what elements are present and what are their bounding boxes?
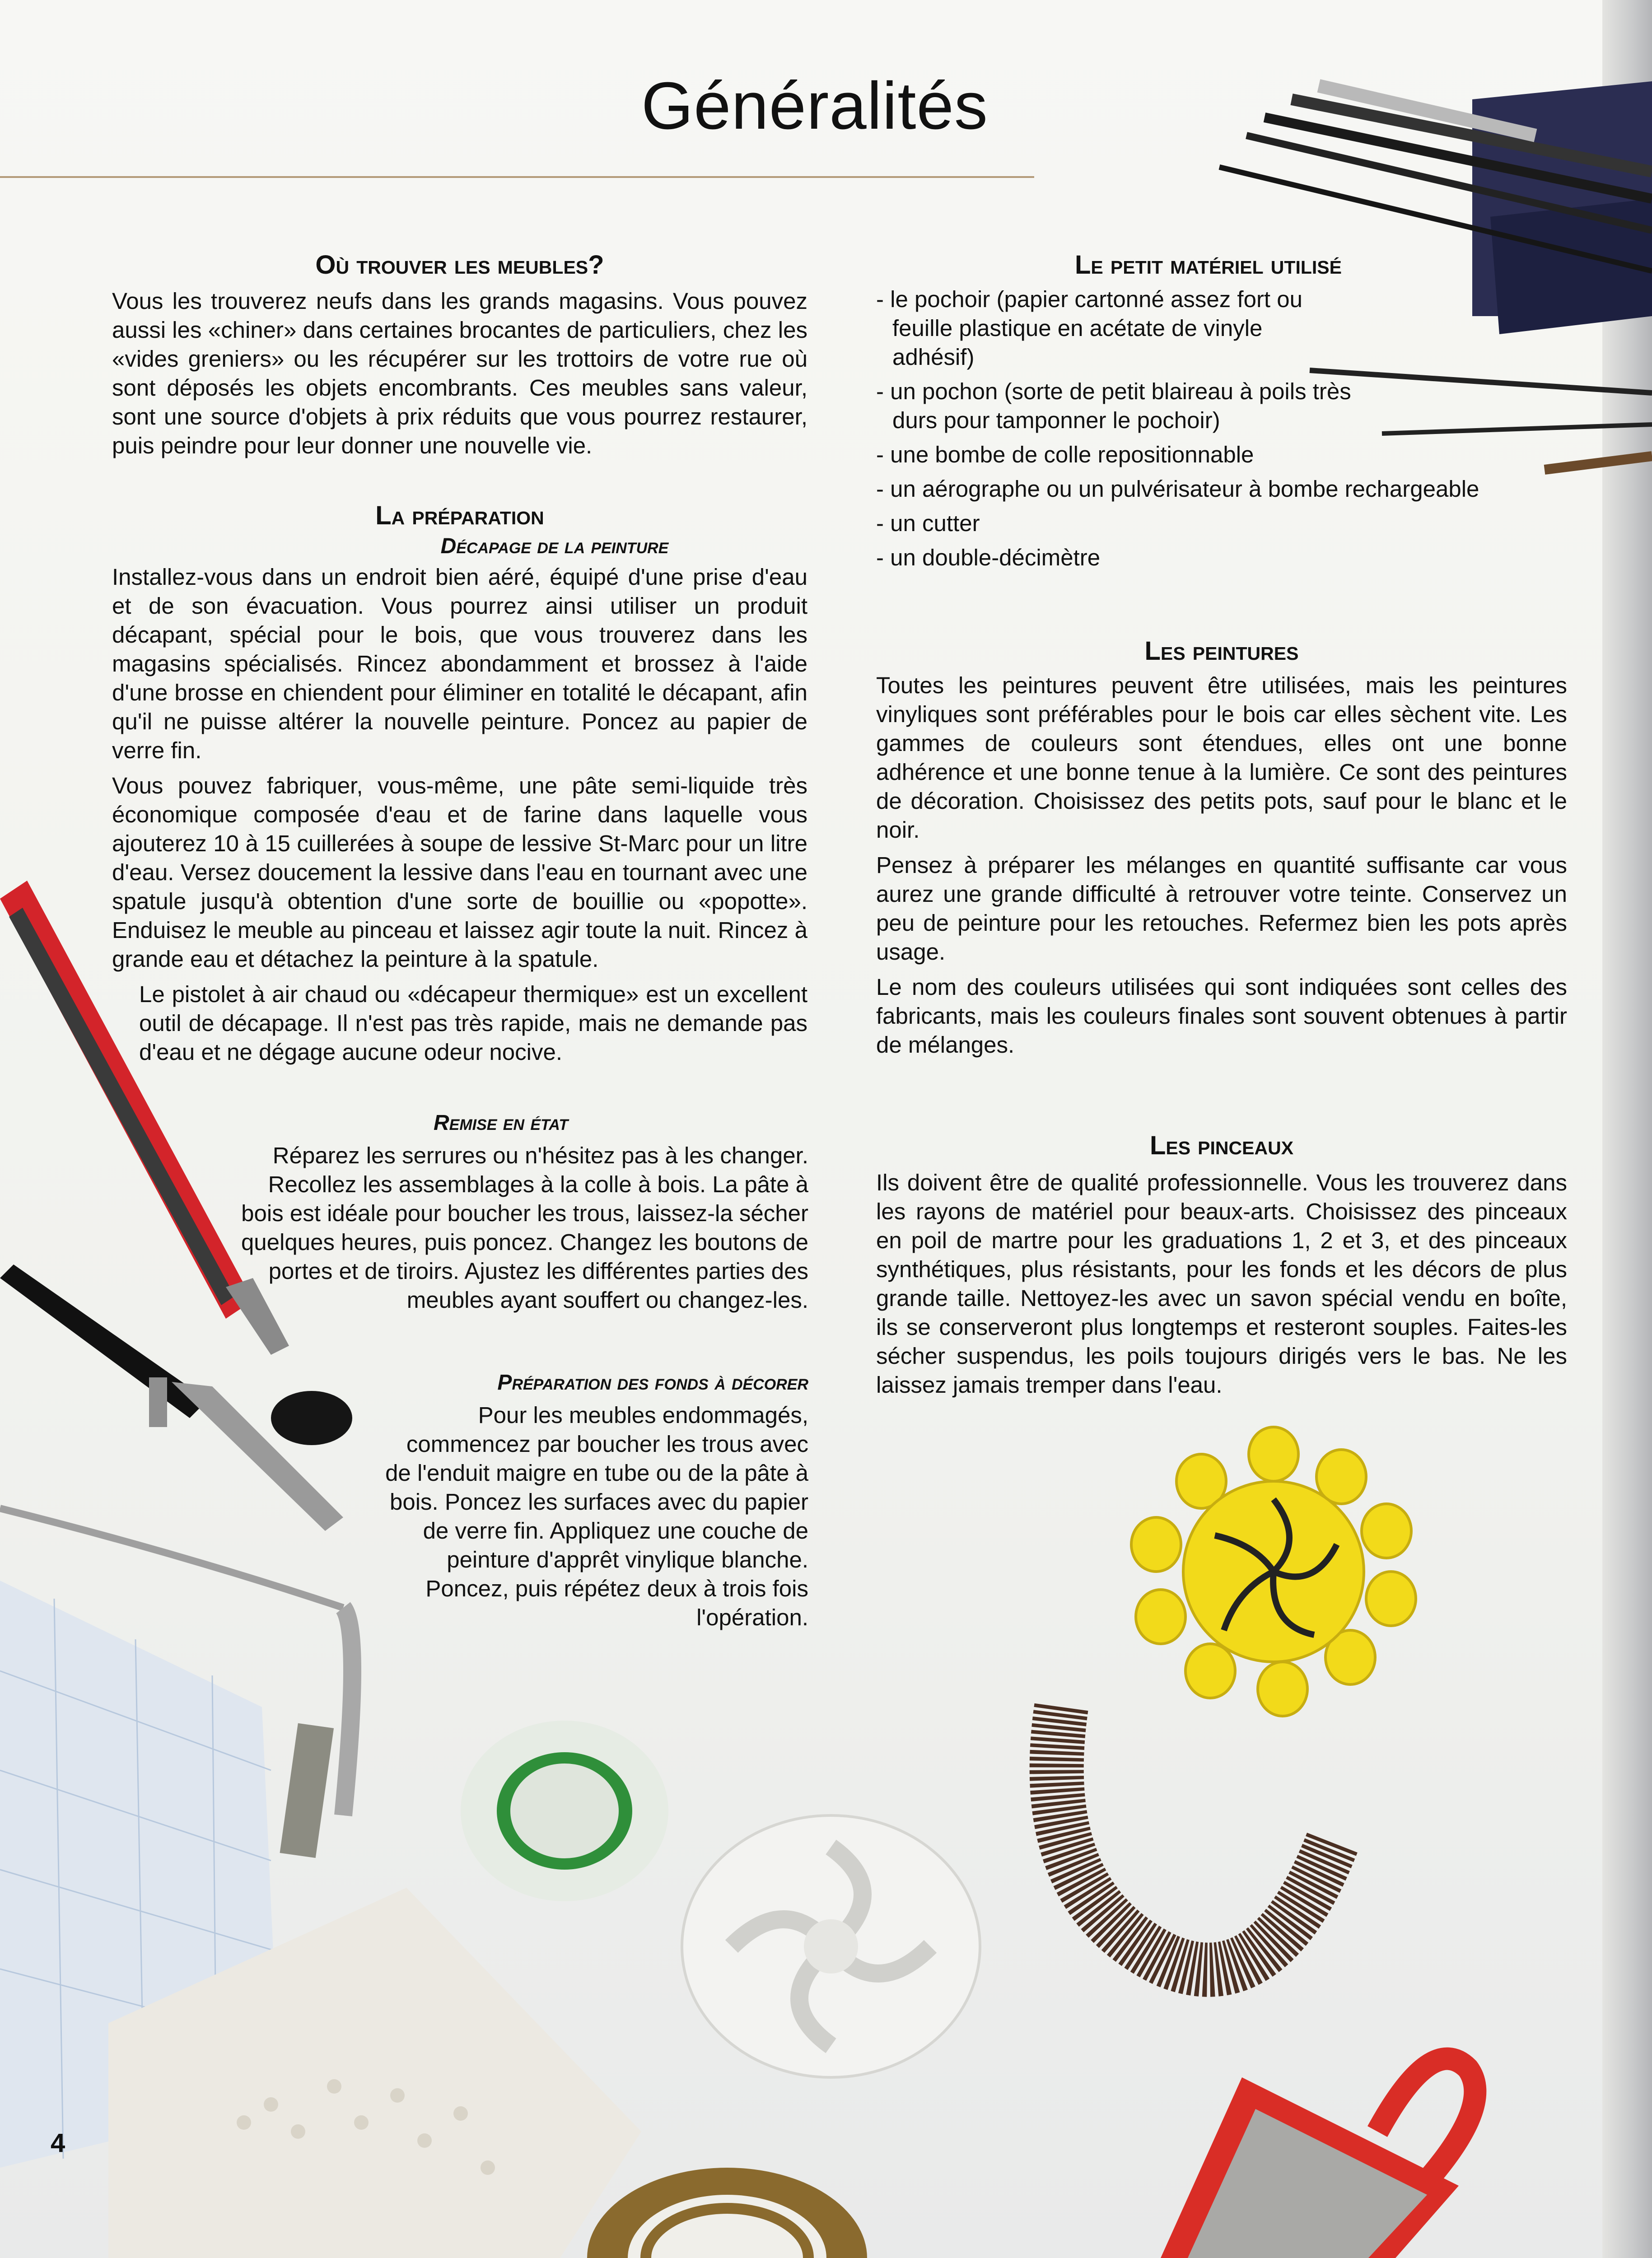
section-heading: Les peintures <box>1144 636 1299 666</box>
section-preparation <box>112 501 807 1067</box>
page-title: Généralités <box>641 69 988 143</box>
subsection-heading: Remise en état <box>434 1111 569 1135</box>
section-paragraph: Réparez les serrures ou n'hésitez pas à les changer. Recollez les assemblages à la colle à bois. La pâte à bois est idéale pour boucher les trous, laissez-la sécher quelques heures, puis poncez. Changez les boutons de portes et de tiroirs. Ajustez les différentes parties des meubles ayant souffert ou changez-les. <box>241 1143 808 1313</box>
stencil-brush-image <box>1016 1707 1368 2005</box>
materials-list-item: - un cutter <box>876 510 980 536</box>
section-paragraph: Le pistolet à air chaud ou «décapeur thermique» est un excellent outil de décapage. Il n'est pas très rapide, mais ne demande pas d'eau et ne dégage aucune odeur nocive. <box>139 981 807 1065</box>
section-heading: Les pinceaux <box>1149 1131 1294 1160</box>
materials-list-item: - un aérographe ou un pulvérisateur à bombe rechargeable <box>876 476 1479 502</box>
materials-list-item: - un double-décimètre <box>876 545 1101 570</box>
section-brushes <box>876 1131 1567 1400</box>
subsection-background-prep <box>379 1368 808 1632</box>
title-rule <box>0 176 1034 178</box>
section-where-to-find <box>112 251 807 460</box>
section-heading: La préparation <box>375 501 544 530</box>
white-stencil-disc-image <box>677 1811 985 2082</box>
section-heading: Où trouver les meubles? <box>315 250 604 280</box>
materials-list-item: - une bombe de colle repositionnable <box>876 442 1254 467</box>
section-small-materials <box>876 251 1554 572</box>
subsection-heading: Préparation des fonds à décorer <box>497 1371 808 1395</box>
section-paragraph: Toutes les peintures peuvent être utilisées, mais les peintures vinyliques sont préférables pour le bois car elles sèchent vite. Les gammes de couleurs sont étendues, elles ont une bonne adhérence et une bonne tenue à la lumière. Ce sont des peintures de décoration. Choisissez des petits pots, sauf pour le blanc et le noir. <box>876 672 1567 843</box>
section-paints <box>876 637 1567 1059</box>
section-paragraph: Vous les trouverez neufs dans les grands magasins. Vous pouvez aussi les «chiner» dans certaines brocantes de particuliers, chez les «vides greniers» ou les récupérer sur les trottoirs de votre rue où sont déposés les objets encombrants. Ces meubles sans valeur, sont une source d'objets à prix réduits que vous pourrez restaurer, puis peindre pour leur donner une nouvelle vie. <box>112 288 807 458</box>
section-heading: Le petit matériel utilisé <box>1075 250 1342 280</box>
adhesive-tape-image <box>456 1716 673 1906</box>
section-paragraph: Ils doivent être de qualité professionnelle. Vous les trouverez dans les rayons de matériel pour beaux-arts. Choisissez des pinceaux en poil de martre pour les graduations 1, 2 et 3, et des pinceaux synthétiques, plus résistants, pour les fonds et les décors de plus grande taille. Nettoyez-les avec un savon spécial vendu en boîte, ils se conserveront plus longtemps et resteront souples. Faites-les sécher suspendus, les poils toujours dirigés vers le bas. Ne les laissez jamais tremper dans l'eau. <box>876 1170 1567 1398</box>
section-paragraph: Vous pouvez fabriquer, vous-même, une pâte semi-liquide très économique composée d'eau et de farine dans laquelle vous ajouterez 10 à 15 cuillerées à soupe de lessive St-Marc pour un litre d'eau. Versez doucement la lessive dans l'eau en tournant avec une spatule jusqu'à obtention d'une sorte de bouillie ou «popotte». Enduisez le meuble au pinceau et laissez agir toute la nuit. Rincez à grande eau et détachez la peinture à la spatule. <box>112 773 807 972</box>
brass-ornament-image <box>583 2141 872 2258</box>
lace-doily-image <box>108 1852 650 2258</box>
section-paragraph: Le nom des couleurs utilisées qui sont indiquées sont celles des fabricants, mais les couleurs finales sont souvent obtenues à partir de mélanges. <box>876 974 1567 1058</box>
materials-list-item: - le pochoir (papier cartonné assez fort ou feuille plastique en acétate de vinyle adhésif) <box>876 286 1302 370</box>
subsection-heading: Décapage de la peinture <box>440 534 669 558</box>
page-number: 4 <box>51 2128 65 2158</box>
section-paragraph: Pour les meubles endommagés, commencez par boucher les trous avec de l'enduit maigre en tube ou de la pâte à bois. Poncez les surfaces avec du papier de verre fin. Appliquez une couche de peinture d'apprêt vinylique blanche. Poncez, puis répétez deux à trois fois l'opération. <box>385 1402 808 1630</box>
subsection-repair <box>226 1109 808 1315</box>
red-scraper-tray-image <box>1052 1996 1504 2258</box>
materials-list-item: - un pochon (sorte de petit blaireau à poils très durs pour tamponner le pochoir) <box>876 378 1351 433</box>
section-paragraph: Installez-vous dans un endroit bien aéré, équipé d'une prise d'eau et de son évacuation. Vous pourrez ainsi utiliser un produit décapant, spécial pour le bois, que vous trouverez dans les magasins spécialisés. Rincez abondamment et brossez à l'aide d'une brosse en chiendent pour éliminer en totalité le décapant, afin qu'il ne puisse altérer la nouvelle peinture. Poncez au papier de verre fin. <box>112 564 807 763</box>
section-paragraph: Pensez à préparer les mélanges en quantité suffisante car vous aurez une grande difficulté à retrouver votre teinte. Conservez un peu de peinture pour les retouches. Refermez bien les pots après usage. <box>876 852 1567 965</box>
yellow-flower-stencil-image <box>1125 1427 1423 1716</box>
